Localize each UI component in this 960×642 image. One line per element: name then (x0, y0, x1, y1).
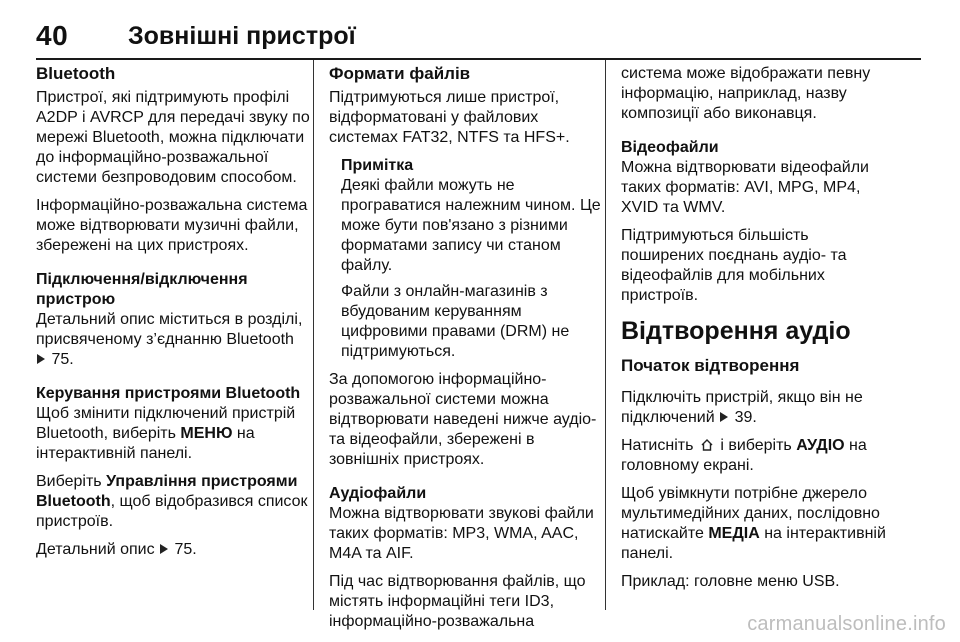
paragraph-text: , щоб відобразився список пристроїв. (36, 493, 308, 530)
paragraph (621, 484, 895, 564)
paragraph-text: Детальний опис (36, 541, 155, 558)
paragraph-text: Щоб увімкнути потрібне джерело мультимедійних даних, послідовно натискайте (621, 485, 880, 542)
paragraph: Підтримуються лише пристрої, відформатовані у файлових системах FAT32, NTFS та HFS+. (329, 89, 570, 146)
page-ref-arrow-icon (160, 544, 168, 554)
note-paragraph: Деякі файли можуть не програватися належним чином. Це може бути пов'язано з різними форматами запису чи станом файлу. (341, 177, 601, 274)
paragraph: Підтримуються більшість поширених поєднань аудіо- та відеофайлів для мобільних пристроїв. (621, 227, 847, 304)
paragraph (36, 472, 310, 532)
page-ref-link[interactable]: 75. (174, 541, 197, 558)
subheading-start: Початок відтворення (621, 356, 800, 375)
menu-label: Управління пристроями Bluetooth (36, 473, 298, 510)
paragraph-text: Підключіть пристрій, якщо він не підключений (621, 389, 863, 426)
watermark: carmanualsonline.info (747, 613, 946, 635)
menu-label: АУДІО (796, 437, 845, 454)
note-title: Примітка (341, 157, 414, 174)
column-divider-2 (605, 60, 606, 610)
paragraph: Пристрої, які підтримують профілі A2DP і AVRCP для передачі звуку по мережі Bluetooth, можна підключати до інформаційно-розважальної системи безпроводовим способом. (36, 89, 310, 186)
section-heading-formats: Формати файлів (329, 64, 471, 83)
menu-label: МЕДІА (708, 525, 760, 542)
subheading-audio: Аудіофайли (329, 485, 427, 502)
paragraph-text: на головному екрані. (621, 437, 867, 474)
page-ref-link[interactable]: 75. (51, 351, 74, 368)
paragraph (36, 310, 310, 370)
subheading-control: Керування пристроями Bluetooth (36, 385, 301, 402)
page-ref-link[interactable]: 39. (734, 409, 757, 426)
column-3 (621, 64, 895, 600)
paragraph-text: Детальний опис міститься в розділі, присвяченому з’єднанню Bluetooth (36, 311, 303, 348)
page-header (0, 0, 960, 58)
column-1 (36, 64, 310, 568)
section-heading-bluetooth: Bluetooth (36, 64, 116, 83)
paragraph: Під час відтворювання файлів, що містять інформаційні теги ID3, інформаційно-розважальна (329, 573, 586, 630)
note-paragraph: Файли з онлайн-магазинів з вбудованим керуванням цифровими правами (DRM) не підтримуються. (341, 283, 570, 360)
paragraph-text: Виберіть (36, 473, 102, 490)
menu-label: МЕНЮ (180, 425, 233, 442)
paragraph (36, 540, 310, 560)
paragraph (621, 436, 895, 476)
paragraph: система може відображати певну інформацію, наприклад, назву композиції або виконавця. (621, 65, 871, 122)
page-ref-arrow-icon (37, 354, 45, 364)
header-divider (36, 58, 921, 60)
paragraph: За допомогою інформаційно-розважальної системи можна відтворювати наведені нижче аудіо- та відеофайли, збережені в зовнішніх пристроях. (329, 371, 597, 468)
column-2 (329, 64, 603, 640)
home-icon (700, 438, 714, 452)
paragraph-text: Натисніть (621, 437, 694, 454)
page-ref-arrow-icon (720, 412, 728, 422)
subheading-connect: Підключення/відключення пристрою (36, 271, 248, 308)
paragraph: Приклад: головне меню USB. (621, 573, 840, 590)
page-number: 40 (36, 20, 69, 51)
paragraph (36, 404, 310, 464)
paragraph: Можна відтворювати відеофайли таких форматів: AVI, MPG, MP4, XVID та WMV. (621, 159, 869, 216)
paragraph: Інформаційно-розважальна система може відтворювати музичні файли, збережені на цих пристроях. (36, 197, 308, 254)
paragraph (621, 388, 895, 428)
subheading-video: Відеофайли (621, 139, 719, 156)
paragraph: Можна відтворювати звукові файли таких форматів: MP3, WMA, AAC, M4A та AIF. (329, 505, 594, 562)
paragraph-text: на інтерактивній панелі. (621, 525, 886, 562)
paragraph-text: і виберіть (720, 437, 792, 454)
note-box (329, 156, 603, 362)
column-divider-1 (313, 60, 314, 610)
paragraph-text: Щоб змінити підключений пристрій Bluetooth, виберіть (36, 405, 296, 442)
section-heading-play-audio: Відтворення аудіо (621, 317, 851, 345)
paragraph-text: на інтерактивній панелі. (36, 425, 255, 462)
page-title: Зовнішні пристрої (128, 22, 356, 50)
